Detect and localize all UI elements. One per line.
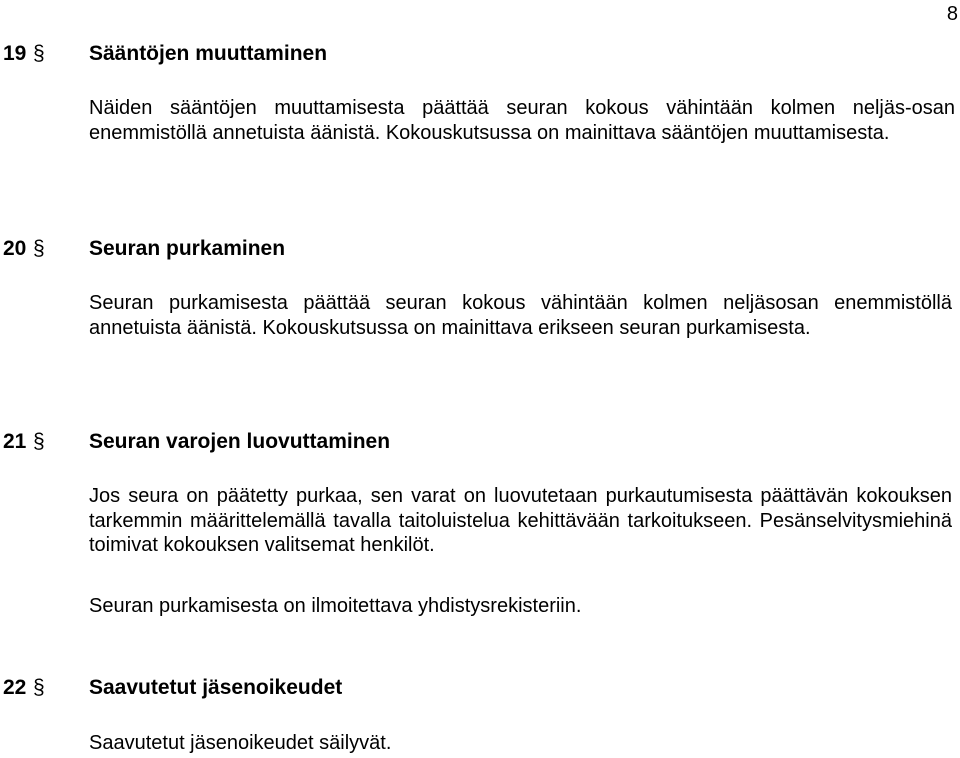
section-title: Seuran varojen luovuttaminen xyxy=(89,430,391,453)
section-number: 20 xyxy=(3,237,27,260)
section-title: Seuran purkaminen xyxy=(89,237,286,260)
section-21-paragraph-2: Seuran purkamisesta on ilmoitettava yhdistysrekisteriin. xyxy=(89,595,582,617)
page-number: 8 xyxy=(946,3,958,25)
section-number: 21 xyxy=(3,430,27,453)
section-title: Saavutetut jäsenoikeudet xyxy=(89,676,343,699)
section-number: 19 xyxy=(3,42,27,65)
section-19-paragraph: Näiden sääntöjen muuttamisesta päättää seuran kokous vähintään kolmen neljäs-osan enemmistöllä annetuista äänistä. Kokouskutsussa on mainittava sääntöjen muuttamisesta. xyxy=(89,97,955,144)
section-title: Sääntöjen muuttaminen xyxy=(89,42,328,65)
section-21-paragraph-1: Jos seura on päätetty purkaa, sen varat on luovutetaan purkautumisesta päättävän kokouksen tarkemmin määrittelemällä tavalla taitoluistelua kehittävään tarkoitukseen. Pesänselvitysmiehinä toimivat kokouksen valitsemat henkilöt. xyxy=(89,485,952,556)
section-symbol: § xyxy=(33,430,45,453)
section-symbol: § xyxy=(33,237,45,260)
section-symbol: § xyxy=(33,676,45,699)
section-symbol: § xyxy=(33,42,45,65)
section-22-paragraph: Saavutetut jäsenoikeudet säilyvät. xyxy=(89,732,392,754)
section-20-paragraph: Seuran purkamisesta päättää seuran kokous vähintään kolmen neljäsosan enemmistöllä annetuista äänistä. Kokouskutsussa on mainittava erikseen seuran purkamisesta. xyxy=(89,292,952,339)
section-number: 22 xyxy=(3,676,27,699)
